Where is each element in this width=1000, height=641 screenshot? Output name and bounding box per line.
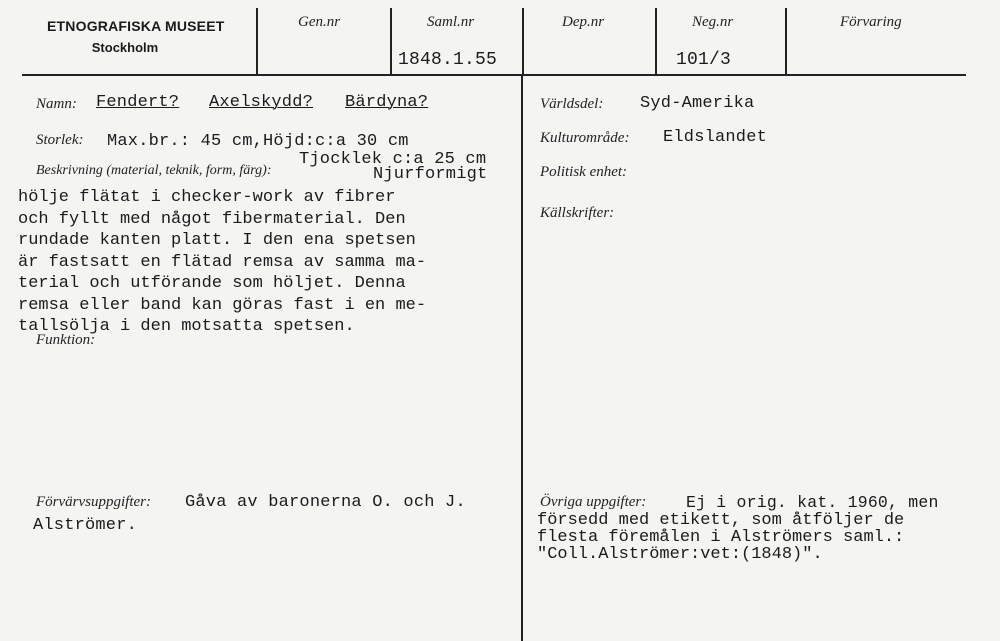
namn-value-1: Fendert?	[96, 93, 180, 112]
kulturomrade-label: Kulturområde:	[540, 130, 630, 146]
neg-nr-value: 101/3	[676, 50, 732, 70]
forvarv-label: Förvärvsuppgifter:	[36, 494, 151, 510]
namn-value-2: Axelskydd?	[209, 93, 314, 112]
varldsdel-value: Syd-Amerika	[640, 94, 755, 113]
gen-nr-label: Gen.nr	[298, 14, 341, 30]
header-divider-5	[785, 8, 787, 74]
header-bottom-rule	[22, 74, 966, 76]
forvarv-value-2: Alströmer.	[33, 516, 138, 535]
neg-nr-label: Neg.nr	[692, 14, 734, 30]
museum-name: ETNOGRAFISKA MUSEET	[47, 18, 225, 34]
dep-nr-label: Dep.nr	[562, 14, 605, 30]
header-divider-1	[256, 8, 258, 74]
kulturomrade-value: Eldslandet	[663, 128, 768, 147]
beskrivning-label: Beskrivning (material, teknik, form, färg):	[36, 163, 272, 178]
tjocklek-value: Tjocklek c:a 25 cm	[299, 150, 487, 169]
saml-nr-label: Saml.nr	[427, 14, 475, 30]
header-divider-2	[390, 8, 392, 74]
museum-city: Stockholm	[91, 40, 159, 55]
header-divider-4	[655, 8, 657, 74]
namn-value-3: Bärdyna?	[345, 93, 429, 112]
forvaring-label: Förvaring	[840, 14, 902, 30]
storlek-label: Storlek:	[36, 132, 84, 148]
header-divider-3	[522, 8, 524, 74]
namn-label: Namn:	[36, 96, 77, 112]
saml-nr-value: 1848.1.55	[398, 50, 498, 70]
ovriga-text: försedd med etikett, som åtföljer de flesta föremålen i Alströmers saml.: "Coll.Alströmer:vet:(1848)".	[537, 511, 905, 564]
ovriga-first-line: Ej i orig. kat. 1960, men	[686, 493, 939, 512]
beskrivning-first-line: Njurformigt	[373, 165, 488, 184]
center-divider	[521, 76, 523, 641]
funktion-label: Funktion:	[36, 332, 96, 348]
kallskrifter-label: Källskrifter:	[540, 205, 615, 221]
forvarv-value-1: Gåva av baronerna O. och J.	[185, 493, 466, 512]
storlek-value: Max.br.: 45 cm,Höjd:c:a 30 cm	[107, 132, 409, 151]
varldsdel-label: Världsdel:	[540, 96, 604, 112]
politisk-enhet-label: Politisk enhet:	[540, 164, 628, 180]
ovriga-label: Övriga uppgifter:	[540, 494, 647, 510]
beskrivning-text: hölje flätat i checker-work av fibrer och fyllt med något fibermaterial. Den rundade kanten platt. I den ena spetsen är fastsatt en flätad remsa av samma ma- terial och utförande som höljet. Denna remsa eller band kan göras fast i en me- tallsölja i den motsatta spetsen.	[18, 188, 427, 336]
